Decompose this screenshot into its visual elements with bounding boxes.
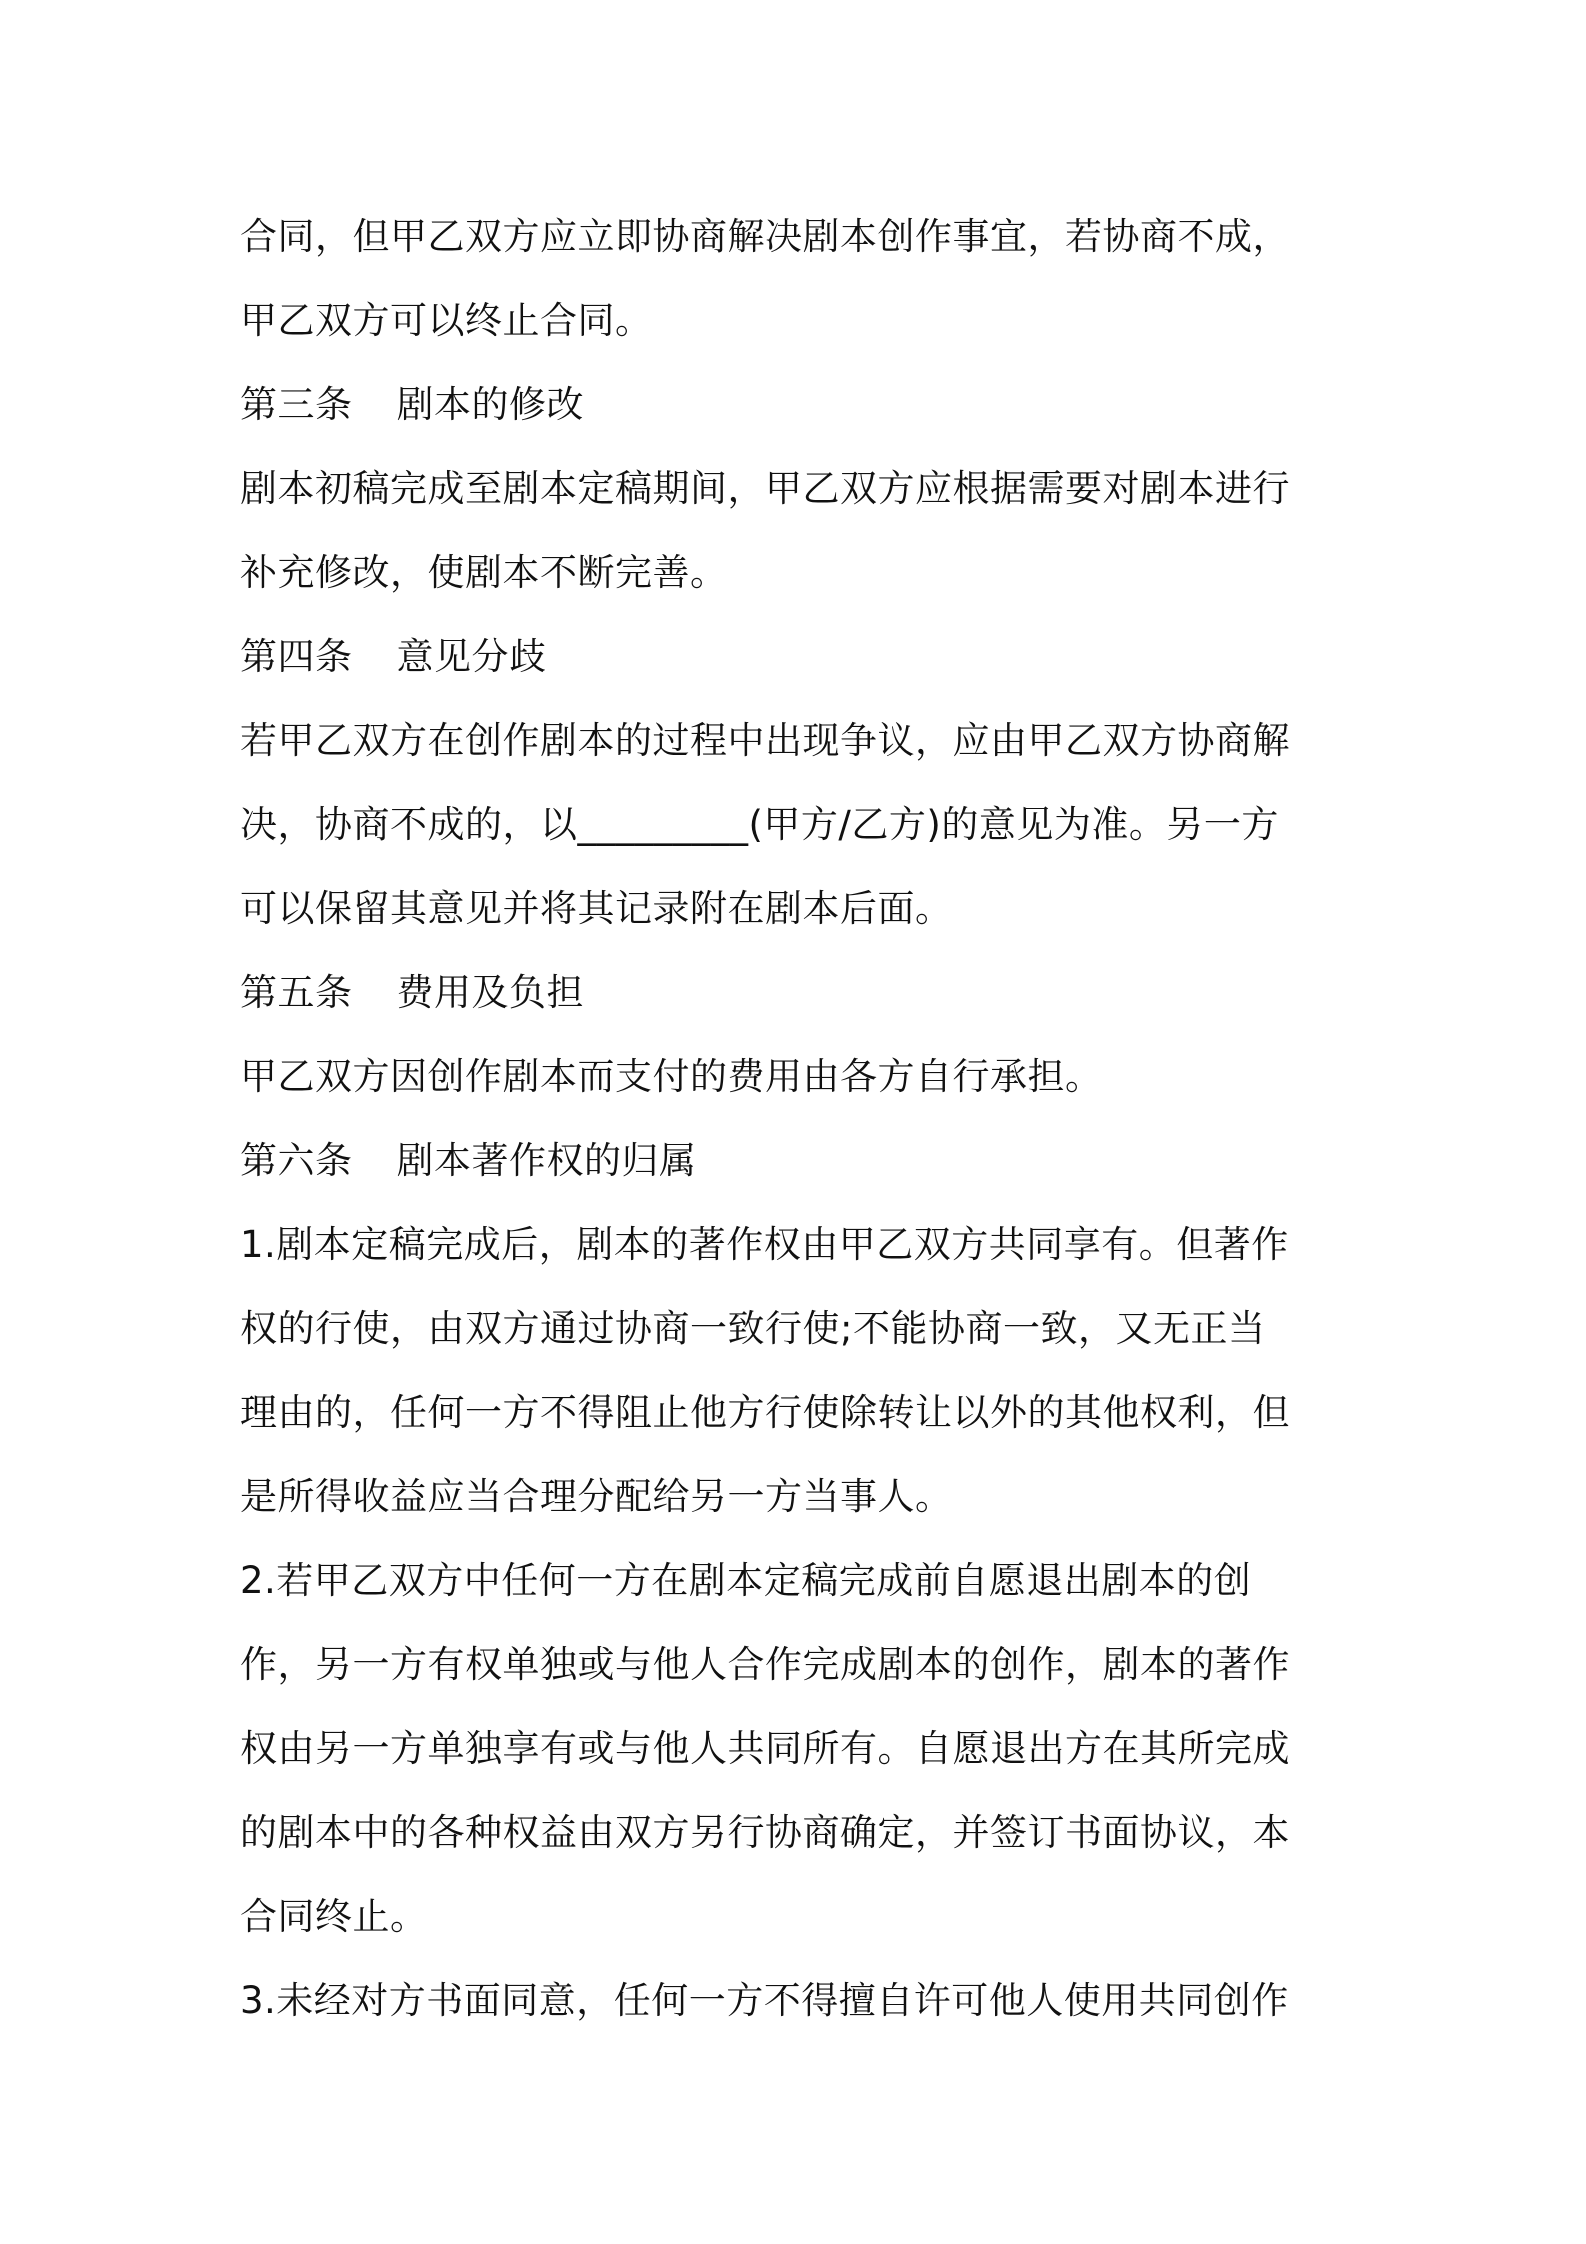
article-title: 意见分歧: [396, 635, 547, 678]
paragraph-copyright-2: [240, 1539, 1360, 1959]
text-line: 补充修改，使剧本不断完善。: [240, 551, 728, 594]
text-line: 合同终止。: [240, 1895, 428, 1938]
paragraph-script-revision: [240, 447, 1360, 615]
document-body: [240, 195, 1360, 2043]
article-number: 第六条: [240, 1139, 353, 1182]
text-line: 甲乙双方可以终止合同。: [240, 299, 653, 342]
article-heading-3: [240, 363, 1360, 447]
article-number: 第三条: [240, 383, 353, 426]
article-title: 费用及负担: [396, 971, 584, 1014]
text-line: 合同，但甲乙双方应立即协商解决剧本创作事宜，若协商不成，: [240, 215, 1290, 258]
text-line: 权由另一方单独享有或与他人共同所有。自愿退出方在其所完成: [240, 1727, 1290, 1770]
text-line: 决，协商不成的，以_________(甲方/乙方)的意见为准。另一方: [240, 803, 1279, 846]
text-line: 若甲乙双方在创作剧本的过程中出现争议，应由甲乙双方协商解: [240, 719, 1290, 762]
article-title: 剧本著作权的归属: [396, 1139, 697, 1182]
paragraph-copyright-3: [240, 1959, 1360, 2043]
article-number: 第四条: [240, 635, 353, 678]
article-number: 第五条: [240, 971, 353, 1014]
text-line: 的剧本中的各种权益由双方另行协商确定，并签订书面协议，本: [240, 1811, 1290, 1854]
text-line: 剧本初稿完成至剧本定稿期间，甲乙双方应根据需要对剧本进行: [240, 467, 1290, 510]
text-line: 2.若甲乙双方中任何一方在剧本定稿完成前自愿退出剧本的创: [240, 1559, 1252, 1602]
text-line: 是所得收益应当合理分配给另一方当事人。: [240, 1475, 953, 1518]
article-heading-5: [240, 951, 1360, 1035]
text-line: 作，另一方有权单独或与他人合作完成剧本的创作，剧本的著作: [240, 1643, 1290, 1686]
paragraph-costs: [240, 1035, 1360, 1119]
text-line: 可以保留其意见并将其记录附在剧本后面。: [240, 887, 953, 930]
article-title: 剧本的修改: [396, 383, 584, 426]
paragraph-contract-termination: [240, 195, 1360, 363]
text-line: 理由的，任何一方不得阻止他方行使除转让以外的其他权利，但: [240, 1391, 1290, 1434]
text-line: 3.未经对方书面同意，任何一方不得擅自许可他人使用共同创作: [240, 1979, 1289, 2022]
paragraph-copyright-1: [240, 1203, 1360, 1539]
text-line: 1.剧本定稿完成后，剧本的著作权由甲乙双方共同享有。但著作: [240, 1223, 1289, 1266]
text-line: 权的行使，由双方通过协商一致行使;不能协商一致，又无正当: [240, 1307, 1266, 1350]
text-line: 甲乙双方因创作剧本而支付的费用由各方自行承担。: [240, 1055, 1103, 1098]
article-heading-4: [240, 615, 1360, 699]
article-heading-6: [240, 1119, 1360, 1203]
paragraph-disagreement: [240, 699, 1360, 951]
